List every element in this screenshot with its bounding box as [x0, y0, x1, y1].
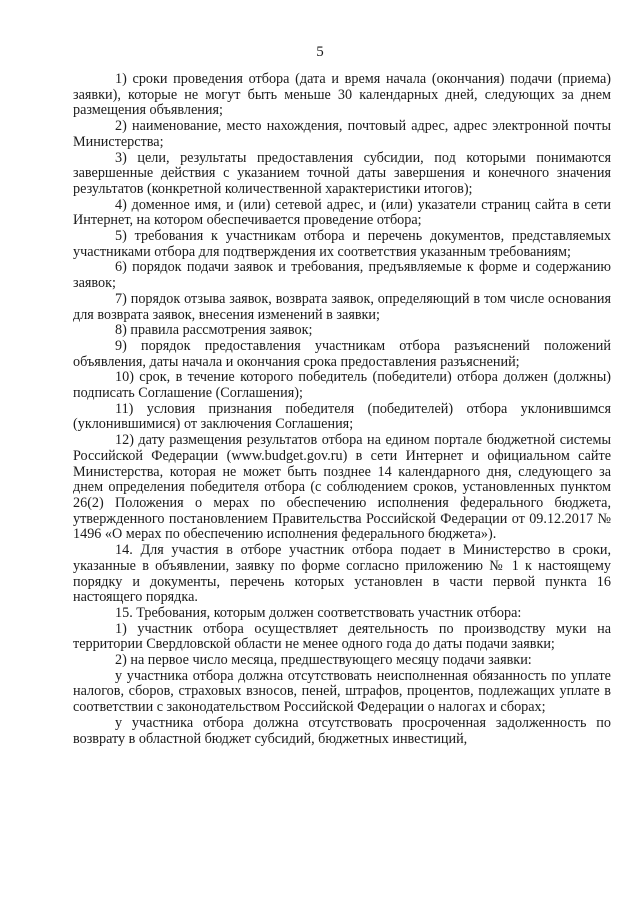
paragraph-section-15: 15. Требования, которым должен соответствовать участник отбора:: [115, 604, 522, 621]
paragraph-item-12: 12) дату размещения результатов отбора на едином портале бюджетной системы Российской Федерации (www.budget.gov.ru) в сети Интернет и официальном сайте Министерства, которая не может быть позднее 14 календарного дня, следующего за днем определения победителя отбора (с соблюдением сроков, установленных пунктом 26(2) Положения о мерах по обеспечению исполнения федерального бюджета, утвержденного постановлением Правительства Российской Федерации от 09.12.2017 № 1496 «О мерах по обеспечению исполнения федерального бюджета»).: [73, 432, 611, 543]
paragraph-overdue-debt: у участника отбора должна отсутствовать просроченная задолженность по возврату в областной бюджет субсидий, бюджетных инвестиций,: [73, 714, 611, 747]
document-body: [73, 72, 611, 747]
paragraph-section-14: 14. Для участия в отборе участник отбора подает в Министерство в сроки, указанные в объявлении, заявку по форме согласно приложению № 1 к настоящему порядку и документы, перечень которых установлен в части первой пункта 16 настоящего порядка.: [73, 542, 611, 606]
paragraph-item-7: 7) порядок отзыва заявок, возврата заявок, определяющий в том числе основания для возврата заявок, внесения изменений в заявки;: [73, 290, 611, 323]
paragraph-item-4: 4) доменное имя, и (или) сетевой адрес, и (или) указатели страниц сайта в сети Интернет, на котором обеспечивается проведение отбора;: [73, 196, 611, 229]
paragraph-item-9: 9) порядок предоставления участникам отбора разъяснений положений объявления, даты начала и окончания срока предоставления разъяснений;: [73, 337, 611, 370]
page-number: 5: [316, 44, 324, 60]
paragraph-tax-obligation: у участника отбора должна отсутствовать неисполненная обязанность по уплате налогов, сборов, страховых взносов, пеней, штрафов, процентов, подлежащих уплате в соответствии с законодательством Российской Федерации о налогах и сборах;: [73, 667, 611, 716]
paragraph-item-11: 11) условия признания победителя (победителей) отбора уклонившимся (уклонившимися) от заключения Соглашения;: [73, 400, 611, 433]
paragraph-item-1: 1) сроки проведения отбора (дата и время начала (окончания) подачи (приема) заявки), которые не могут быть меньше 30 календарных дней, следующих за днем размещения объявления;: [73, 71, 611, 119]
paragraph-item-3: 3) цели, результаты предоставления субсидии, под которыми понимаются завершенные действия с указанием точной даты завершения и конечного значения результатов (конкретной количественной характеристики итогов);: [73, 149, 611, 197]
paragraph-item-10: 10) срок, в течение которого победитель (победители) отбора должен (должны) подписать Соглашение (Соглашения);: [73, 369, 611, 402]
paragraph-requirement-2: 2) на первое число месяца, предшествующего месяцу подачи заявки:: [115, 652, 532, 669]
paragraph-item-6: 6) порядок подачи заявок и требования, предъявляемые к форме и содержанию заявок;: [73, 259, 611, 292]
paragraph-item-5: 5) требования к участникам отбора и перечень документов, представляемых участниками отбора для подтверждения их соответствия указанным требованиям;: [73, 228, 611, 260]
paragraph-item-2: 2) наименование, место нахождения, почтовый адрес, адрес электронной почты Министерства;: [73, 118, 611, 150]
paragraph-requirement-1: 1) участник отбора осуществляет деятельность по производству муки на территории Свердловской области не менее одного года до даты подачи заявки;: [73, 620, 611, 653]
paragraph-item-8: 8) правила рассмотрения заявок;: [115, 322, 313, 339]
